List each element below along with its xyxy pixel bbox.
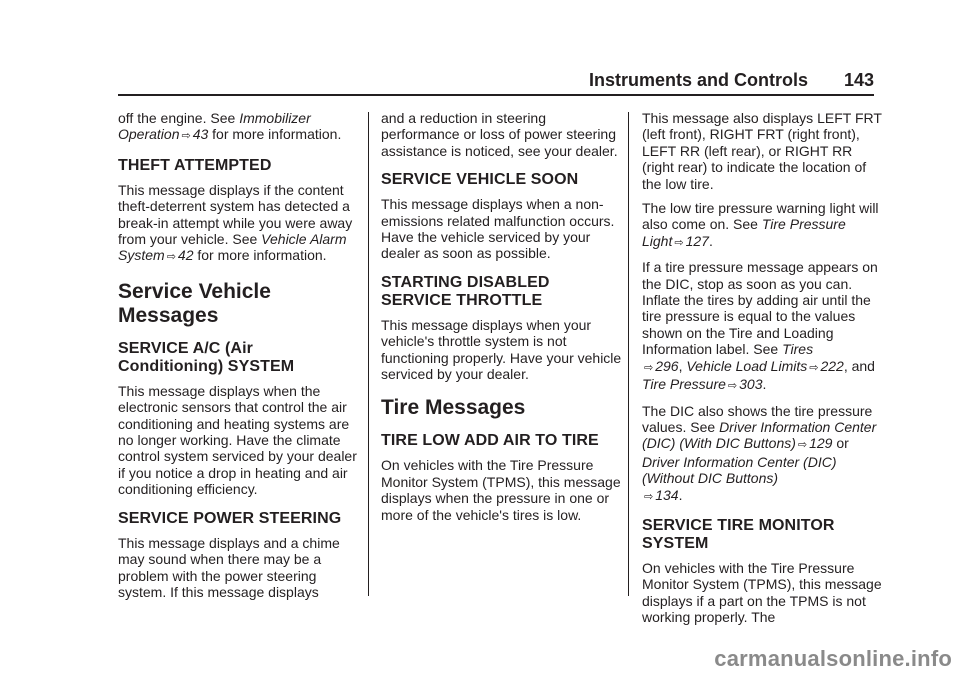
tire-pressure-page-ref[interactable]: 303 — [739, 376, 763, 393]
page-ref-arrow-icon: ⇨ — [809, 361, 819, 374]
tire-pressure-light-page-ref[interactable]: 127 — [685, 232, 709, 249]
tires-link[interactable]: Tires — [782, 341, 814, 358]
heading-theft-attempted: THEFT ATTEMPTED — [118, 156, 272, 174]
page-ref-arrow-icon: ⇨ — [644, 361, 654, 374]
tires-page-ref[interactable]: 296 — [655, 357, 679, 374]
vehicle-alarm-page-ref[interactable]: 42 — [177, 247, 194, 264]
starting-disabled-paragraph: This message displays when your vehicle's throttle system is not functioning properly. Have your vehicle serviced by your dealer. — [381, 316, 622, 383]
dic-without-buttons-link[interactable]: Driver Information Center (DIC) (Without DIC Buttons) — [642, 453, 837, 487]
ac-paragraph: This message displays when the electronic sensors that control the air conditioning and heating systems are no longer working. Have the climate control system serviced by your dealer if you notice a drop in heating and air conditioning efficiency. — [118, 382, 357, 498]
dic-with-buttons-page-ref[interactable]: 129 — [809, 435, 833, 452]
warning-light-paragraph: The low tire pressure warning light will also come on. See Tire Pressure Light ⇨ 127. — [642, 200, 879, 249]
steering-continued-paragraph: and a reduction in steering performance or loss of power steering assistance is noticed, see your dealer. — [381, 110, 618, 159]
tire-pressure-link[interactable]: Tire Pressure — [642, 376, 726, 393]
vehicle-alarm-link[interactable]: Vehicle Alarm System — [118, 231, 347, 264]
dic-with-buttons-link[interactable]: Driver Information Center (DIC) (With DIC Buttons) — [642, 418, 877, 452]
heading-service-ac: SERVICE A/C (Air Conditioning) SYSTEM — [118, 339, 295, 375]
heading-starting-disabled: STARTING DISABLED SERVICE THROTTLE — [381, 273, 550, 309]
column-2 — [381, 110, 623, 531]
column-1 — [118, 110, 360, 608]
dic-paragraph: The DIC also shows the tire pressure values. See Driver Information Center (DIC) (With DIC Buttons) ⇨ 129 or Driver Information Center (DIC) (Without DIC Buttons) ⇨ 134. — [642, 402, 877, 503]
column-divider-2 — [628, 112, 629, 596]
service-soon-paragraph: This message displays when a non-emissions related malfunction occurs. Have the vehicle serviced by your dealer as soon as possible. — [381, 196, 615, 262]
heading-service-tire-monitor: SERVICE TIRE MONITOR SYSTEM — [642, 516, 835, 552]
watermark: carmanualsonline.info — [714, 646, 952, 671]
page-ref-arrow-icon: ⇨ — [727, 380, 738, 393]
heading-service-power-steering: SERVICE POWER STEERING — [118, 509, 342, 527]
page-header — [118, 68, 874, 96]
tire-pressure-light-link[interactable]: Tire Pressure Light — [642, 216, 846, 249]
column-divider-1 — [368, 112, 369, 596]
theft-paragraph: This message displays if the content theft-deterrent system has detected a break-in attempt while you were away from your vehicle. See Vehicle Alarm System ⇨ 42 for more information. — [118, 181, 353, 264]
section-title: Instruments and Controls — [588, 70, 808, 90]
heading-service-vehicle-soon: SERVICE VEHICLE SOON — [381, 171, 579, 189]
vehicle-load-limits-page-ref[interactable]: 222 — [820, 357, 844, 374]
tire-low-paragraph: On vehicles with the Tire Pressure Monitor System (TPMS), this message displays when the pressure in one or more of the vehicle's tires is low. — [381, 457, 621, 523]
immobilizer-page-ref[interactable]: 43 — [192, 126, 209, 143]
tire-location-paragraph: This message also displays LEFT FRT (left front), RIGHT FRT (right front), LEFT RR (left rear), or RIGHT RR (right rear) to indicate the location of the low tire. — [642, 110, 882, 192]
page-ref-arrow-icon: ⇨ — [166, 251, 176, 264]
vehicle-load-limits-link[interactable]: Vehicle Load Limits — [686, 357, 808, 374]
tire-monitor-paragraph: On vehicles with the Tire Pressure Monitor System (TPMS), this message displays if a part on the TPMS is not working properly. The — [642, 559, 882, 626]
dic-without-buttons-page-ref[interactable]: 134 — [655, 486, 679, 503]
steering-paragraph: This message displays and a chime may sound when there may be a problem with the power steering system. If this message displays — [118, 534, 340, 600]
page-ref-arrow-icon: ⇨ — [674, 236, 684, 249]
column-3 — [642, 110, 884, 634]
immobilizer-link[interactable]: Immobilizer Operation — [118, 110, 311, 143]
page-ref-arrow-icon: ⇨ — [644, 490, 654, 503]
heading-service-vehicle-messages: Service Vehicle Messages — [118, 279, 271, 327]
inflate-paragraph: If a tire pressure message appears on the DIC, stop as soon as you can. Inflate the tires by adding air until the tire pressure is equal to the values shown on the Tire and Loading Information label. See Tires ⇨ 296, Vehicle Load Limits ⇨ 222, and Tire Pressure ⇨ 303. — [642, 259, 878, 393]
page-ref-arrow-icon: ⇨ — [181, 130, 191, 143]
heading-tire-low: TIRE LOW ADD AIR TO TIRE — [381, 432, 599, 450]
intro-paragraph: off the engine. See Immobilizer Operation ⇨ 43 for more information. — [118, 110, 342, 143]
heading-tire-messages: Tire Messages — [381, 396, 526, 420]
page-number: 143 — [843, 70, 874, 90]
page-ref-arrow-icon: ⇨ — [797, 439, 808, 452]
